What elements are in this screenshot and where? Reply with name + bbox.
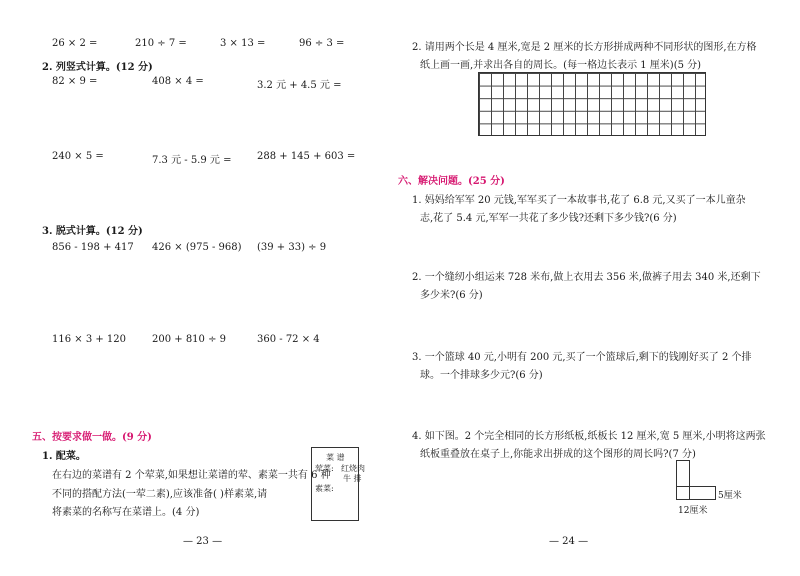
figure-length-label: 12厘米 — [678, 506, 708, 516]
problem-4-line-1: 4. 如下图。2 个完全相同的长方形纸板,纸板长 12 厘米,宽 5 厘米,小明将这两张 — [412, 431, 766, 442]
calc-0-2: 210 ÷ 7 = — [135, 38, 187, 49]
problem-4-line-2: 纸板重叠放在桌子上,你能求出拼成的这个图形的周长吗?(7 分) — [420, 449, 696, 460]
menu-heading: 菜 谱 — [326, 453, 345, 462]
vertical-calc-3: 3.2 元 + 4.5 元 = — [257, 80, 342, 91]
stepwise-calc-6: 360 - 72 × 4 — [257, 334, 320, 345]
stepwise-calc-1: 856 - 198 + 417 — [52, 242, 134, 253]
menu-card — [311, 447, 365, 521]
calc-0-1: 26 × 2 = — [52, 38, 98, 49]
page-number-right: — 24 — — [549, 536, 589, 547]
menu-veg-label: 素菜: — [315, 484, 334, 493]
problem-1-line-2: 志,花了 5.4 元,军军一共花了多少钱?还剩下多少钱?(6 分) — [420, 213, 677, 224]
square-grid — [478, 72, 706, 136]
stepwise-calc-5: 200 + 810 ÷ 9 — [152, 334, 227, 345]
problem-2-line-1: 2. 一个缝纫小组运来 728 米布,做上衣用去 356 米,做裤子用去 340 米,还剩下 — [412, 272, 761, 283]
question-1-line-2: 不同的搭配方法(一荤二素),应该准备( )样素菜,请 — [52, 489, 268, 500]
vertical-calc-2: 408 × 4 = — [152, 76, 204, 87]
vertical-calc-6: 288 + 145 + 603 = — [257, 151, 356, 162]
q2-line-2: 纸上画一画,并求出各自的周长。(每一格边长表示 1 厘米)(5 分) — [420, 60, 702, 71]
section-6-title: 六、解决问题。(25 分) — [398, 176, 505, 187]
figure-width-label: 5厘米 — [718, 491, 742, 501]
vertical-calc-1: 82 × 9 = — [52, 76, 98, 87]
problem-2-line-2: 多少米?(6 分) — [420, 290, 483, 301]
vertical-calc-5: 7.3 元 - 5.9 元 = — [152, 155, 232, 166]
q2-line-1: 2. 请用两个长是 4 厘米,宽是 2 厘米的长方形拼成两种不同形状的图形,在方格 — [412, 42, 757, 53]
problem-3-line-1: 3. 一个篮球 40 元,小明有 200 元,买了一个篮球后,剩下的钱刚好买了 2 个排 — [412, 352, 752, 363]
stepwise-calc-4: 116 × 3 + 120 — [52, 334, 127, 345]
menu-meat-item-1: 红烧肉 — [341, 464, 365, 473]
menu-meat-label: 荤菜: — [315, 464, 334, 473]
calc-0-4: 96 ÷ 3 = — [299, 38, 345, 49]
calc-0-3: 3 × 13 = — [220, 38, 266, 49]
section-5-title: 五、按要求做一做。(9 分) — [32, 432, 152, 443]
question-1-title: 1. 配菜。 — [42, 451, 86, 462]
horizontal-cardboard — [676, 486, 716, 500]
stepwise-calc-3: (39 + 33) ÷ 9 — [257, 242, 327, 253]
menu-meat-item-2: 牛 排 — [343, 474, 362, 483]
section-2-title: 2. 列竖式计算。(12 分) — [42, 62, 153, 73]
stepwise-calc-2: 426 × (975 - 968) — [152, 242, 242, 253]
question-1-line-1: 在右边的菜谱有 2 个荤菜,如果想让菜谱的荤、素菜一共有 6 种 — [52, 470, 331, 481]
question-1-line-3: 将素菜的名称写在菜谱上。(4 分) — [52, 507, 200, 518]
page-number-left: — 23 — — [183, 536, 223, 547]
problem-1-line-1: 1. 妈妈给军军 20 元钱,军军买了一本故事书,花了 6.8 元,又买了一本儿童杂 — [412, 195, 746, 206]
vertical-calc-4: 240 × 5 = — [52, 151, 104, 162]
section-3-title: 3. 脱式计算。(12 分) — [42, 226, 143, 237]
problem-3-line-2: 球。一个排球多少元?(6 分) — [420, 370, 543, 381]
